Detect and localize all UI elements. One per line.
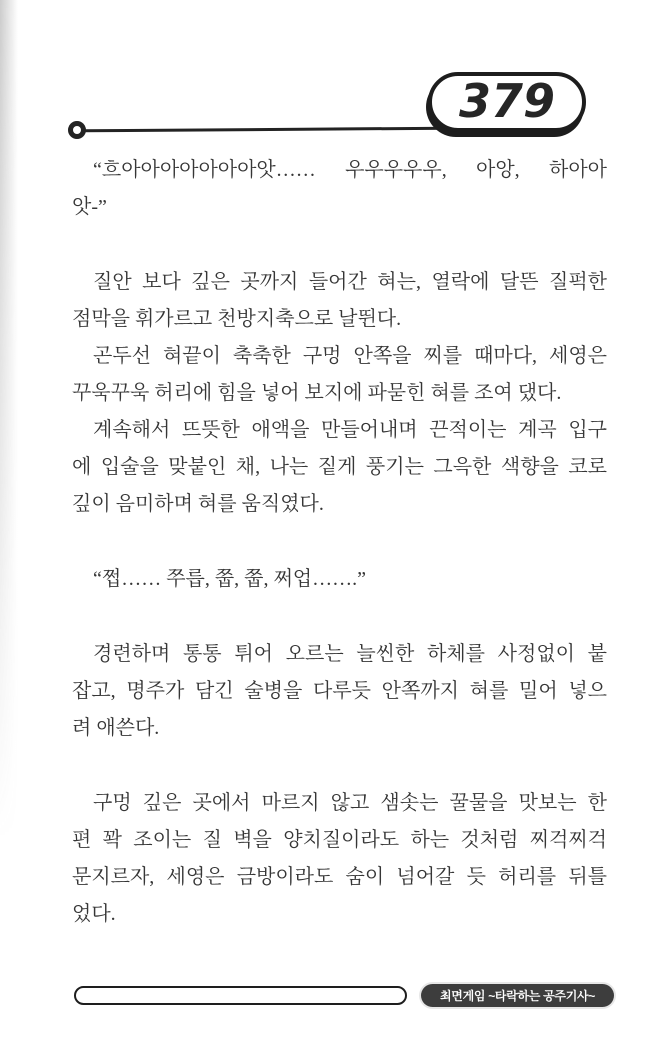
text-line: 문지르자, 세영은 금방이라도 숨이 넘어갈 듯 허리를 뒤틀 xyxy=(72,866,607,888)
text-line: 깊이 음미하며 혀를 움직였다. xyxy=(72,493,324,515)
text-line: 계속해서 뜨뜻한 애액을 만들어내며 끈적이는 계곡 입구 xyxy=(93,419,607,441)
text-block xyxy=(72,561,607,598)
text-block xyxy=(72,152,607,226)
body-text xyxy=(72,152,607,933)
text-line: 질안 보다 깊은 곳까지 들어간 혀는, 열락에 달뜬 질퍽한 xyxy=(93,271,607,293)
text-line: “흐아아아아아아아앗…… 우우우우우, 아앙, 하아아 xyxy=(93,159,607,181)
text-line: 려 애쓴다. xyxy=(72,717,160,739)
text-line: 잡고, 명주가 담긴 술병을 다루듯 안쪽까지 혀를 밀어 넣으 xyxy=(72,680,607,702)
text-block xyxy=(72,785,607,933)
header-rule-line xyxy=(82,127,448,133)
text-line: 점막을 휘가르고 천방지축으로 날뛴다. xyxy=(72,308,402,330)
text-line: “쩝…… 쭈릅, 쭙, 쭙, 쩌업…….” xyxy=(93,568,366,590)
text-line: 구멍 깊은 곳에서 마르지 않고 샘솟는 꿀물을 맛보는 한 xyxy=(93,792,607,814)
text-line: 앗-” xyxy=(72,196,107,218)
text-line: 에 입술을 맞붙인 채, 나는 짙게 풍기는 그윽한 색향을 코로 xyxy=(72,456,607,478)
series-title-badge xyxy=(421,984,614,1007)
page-number-badge xyxy=(428,72,586,132)
text-line: 곤두선 혀끝이 축축한 구멍 안쪽을 찌를 때마다, 세영은 xyxy=(93,345,607,367)
text-line: 꾸욱꾸욱 허리에 힘을 넣어 보지에 파묻힌 혀를 조여 댔다. xyxy=(72,382,562,404)
series-title: 최면게임 ~타락하는 공주기사~ xyxy=(440,989,595,1003)
page-edge-shadow xyxy=(0,0,18,1050)
page-number: 379 xyxy=(458,74,556,128)
text-line: 편 꽉 조이는 질 벽을 양치질이라도 하는 것처럼 찌걱찌걱 xyxy=(72,829,607,851)
text-line: 었다. xyxy=(72,903,116,925)
text-line: 경련하며 통통 튀어 오르는 늘씬한 하체를 사정없이 붙 xyxy=(93,643,607,665)
text-block xyxy=(72,264,607,523)
footer-capsule xyxy=(74,986,407,1005)
text-block xyxy=(72,636,607,747)
